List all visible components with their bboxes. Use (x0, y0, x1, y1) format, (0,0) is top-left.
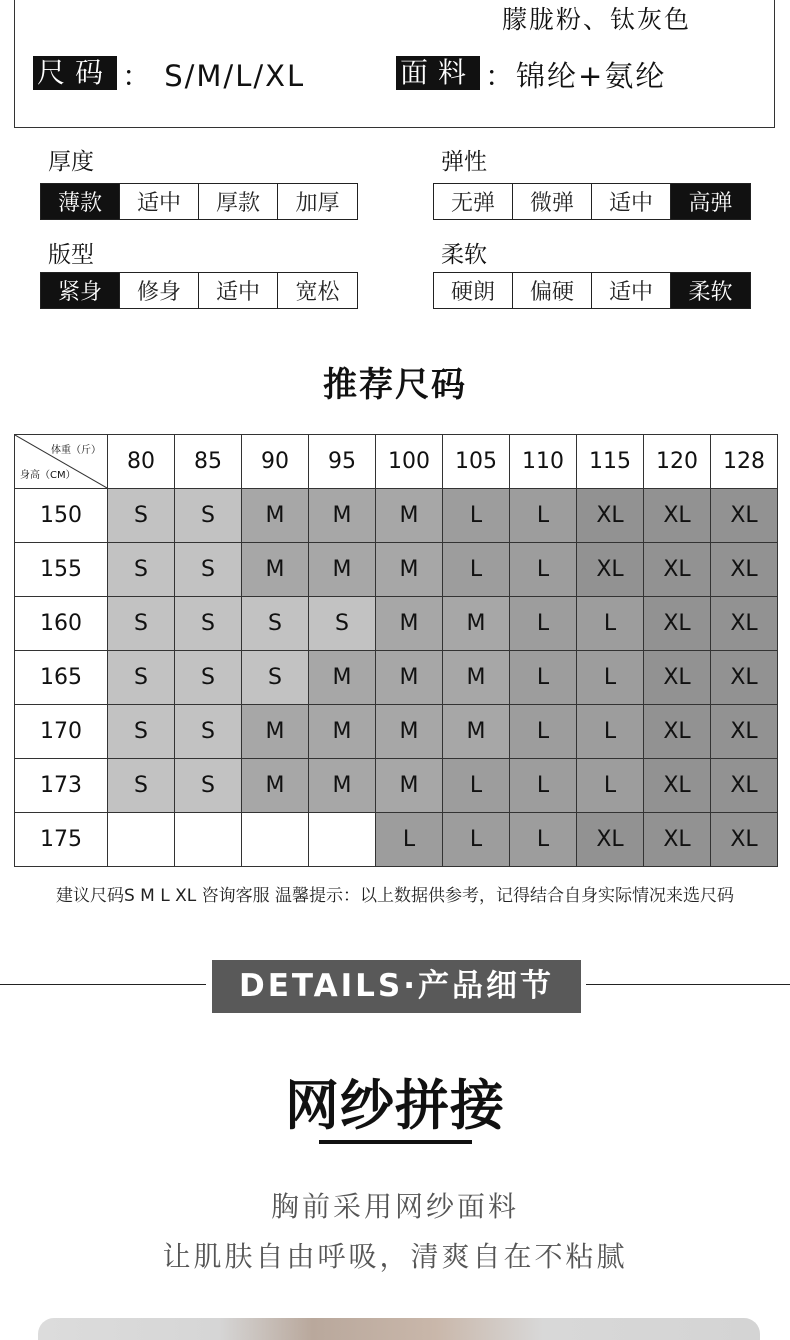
size-cell: L (510, 489, 577, 543)
size-cell: XL (711, 543, 778, 597)
size-cell: M (242, 759, 309, 813)
feature-desc-line1: 胸前采用网纱面料 (270, 1190, 519, 1223)
weight-header-cell: 110 (510, 435, 577, 489)
size-cell: S (175, 705, 242, 759)
size-cell: S (108, 489, 175, 543)
size-cell: L (443, 543, 510, 597)
size-cell: L (376, 813, 443, 867)
size-cell: L (577, 705, 644, 759)
size-cell: S (108, 651, 175, 705)
scale-option: 柔软 (671, 273, 750, 308)
size-cell: M (309, 651, 376, 705)
scale-option: 适中 (592, 273, 671, 308)
scale-option: 适中 (592, 184, 671, 219)
size-cell: M (443, 651, 510, 705)
size-cell: S (175, 597, 242, 651)
size-cell: M (242, 489, 309, 543)
scale-option: 加厚 (295, 191, 340, 216)
size-cell: XL (711, 759, 778, 813)
feature-title: 网纱拼接 (285, 1074, 505, 1137)
fit-title: 版型 (48, 242, 94, 268)
softness-scale (433, 272, 751, 309)
size-cell: M (376, 543, 443, 597)
size-cell: S (242, 597, 309, 651)
size-cell: S (175, 651, 242, 705)
feature-desc-line2: 让肌肤自由呼吸，清爽自在不粘腻 (162, 1240, 628, 1273)
weight-axis-label: 体重（斤） (51, 445, 101, 456)
table-row (15, 759, 778, 813)
table-row (15, 543, 778, 597)
size-chart-table (14, 434, 778, 867)
size-cell: S (175, 759, 242, 813)
size-cell: M (443, 705, 510, 759)
table-row (15, 813, 778, 867)
size-cell (309, 813, 376, 867)
size-cell: L (510, 597, 577, 651)
size-cell: M (376, 759, 443, 813)
size-cell: XL (577, 489, 644, 543)
size-cell: M (376, 651, 443, 705)
elasticity-scale (433, 183, 751, 220)
size-cell: L (510, 651, 577, 705)
scale-option: 厚款 (199, 184, 278, 219)
size-cell: L (510, 705, 577, 759)
size-value: ： S/M/L/XL (122, 59, 306, 93)
size-cell: XL (711, 597, 778, 651)
size-cell: XL (711, 489, 778, 543)
size-cell: XL (711, 705, 778, 759)
size-cell: XL (577, 813, 644, 867)
weight-header-cell: 128 (711, 435, 778, 489)
weight-header-cell: 80 (108, 435, 175, 489)
scale-option: 高弹 (671, 184, 750, 219)
size-cell: M (309, 705, 376, 759)
height-axis-label: 身高（CM） (20, 470, 76, 481)
size-cell: XL (644, 597, 711, 651)
size-cell: XL (644, 705, 711, 759)
height-header-cell: 173 (15, 759, 108, 813)
size-cell: XL (711, 813, 778, 867)
scale-option: 宽松 (295, 280, 340, 305)
size-cell: XL (644, 813, 711, 867)
product-photo (38, 1318, 760, 1340)
scale-option: 微弹 (513, 184, 592, 219)
fabric-label-tag: 面料 (396, 56, 480, 90)
size-cell: XL (644, 489, 711, 543)
weight-header-cell: 105 (443, 435, 510, 489)
table-row (15, 705, 778, 759)
thickness-title: 厚度 (48, 149, 94, 175)
size-cell (108, 813, 175, 867)
size-cell: XL (711, 651, 778, 705)
scale-option: 适中 (120, 184, 199, 219)
table-row (15, 597, 778, 651)
scale-option: 紧身 (41, 273, 120, 308)
scale-option: 薄款 (41, 184, 120, 219)
size-cell: M (376, 597, 443, 651)
softness-title: 柔软 (441, 242, 487, 268)
size-cell: S (175, 489, 242, 543)
colors-value: 朦胧粉、钛灰色 (502, 5, 692, 34)
size-cell: S (108, 759, 175, 813)
size-cell: L (510, 759, 577, 813)
scale-option: 硬朗 (434, 273, 513, 308)
scale-option: 偏硬 (513, 273, 592, 308)
size-cell: XL (644, 651, 711, 705)
size-cell: L (510, 543, 577, 597)
size-cell: L (443, 813, 510, 867)
size-cell (175, 813, 242, 867)
size-label-tag: 尺码 (33, 56, 117, 90)
size-cell: M (443, 597, 510, 651)
scale-option: 修身 (120, 273, 199, 308)
height-header-cell: 175 (15, 813, 108, 867)
height-header-cell: 165 (15, 651, 108, 705)
size-cell: L (577, 759, 644, 813)
size-cell: XL (577, 543, 644, 597)
size-cell: S (242, 651, 309, 705)
weight-header-cell: 115 (577, 435, 644, 489)
feature-title-underline (319, 1140, 472, 1144)
size-cell: L (577, 651, 644, 705)
size-cell: XL (644, 543, 711, 597)
size-cell: S (108, 543, 175, 597)
recommend-size-title: 推荐尺码 (323, 365, 467, 405)
weight-header-cell: 95 (309, 435, 376, 489)
size-cell: M (376, 489, 443, 543)
table-corner-header (15, 435, 108, 489)
weight-header-cell: 100 (376, 435, 443, 489)
size-cell: XL (644, 759, 711, 813)
size-cell: S (175, 543, 242, 597)
size-note: 建议尺码S M L XL 咨询客服 温馨提示：以上数据供参考，记得结合自身实际情况来选尺码 (55, 886, 735, 906)
scale-option: 适中 (199, 273, 278, 308)
size-cell (242, 813, 309, 867)
thickness-scale (40, 183, 358, 220)
size-cell: M (242, 705, 309, 759)
height-header-cell: 170 (15, 705, 108, 759)
height-header-cell: 150 (15, 489, 108, 543)
size-cell: S (108, 705, 175, 759)
table-row (15, 489, 778, 543)
weight-header-cell: 120 (644, 435, 711, 489)
size-cell: M (309, 543, 376, 597)
elasticity-title: 弹性 (441, 149, 487, 175)
size-cell: L (443, 489, 510, 543)
details-banner: DETAILS·产品细节 (212, 960, 581, 1013)
size-cell: L (510, 813, 577, 867)
divider-left (0, 984, 206, 985)
divider-right (586, 984, 790, 985)
size-cell: M (309, 759, 376, 813)
size-cell: M (376, 705, 443, 759)
size-cell: M (242, 543, 309, 597)
size-cell: S (108, 597, 175, 651)
weight-header-cell: 90 (242, 435, 309, 489)
height-header-cell: 155 (15, 543, 108, 597)
height-header-cell: 160 (15, 597, 108, 651)
fit-scale (40, 272, 358, 309)
size-cell: M (309, 489, 376, 543)
size-cell: S (309, 597, 376, 651)
size-cell: L (443, 759, 510, 813)
weight-header-cell: 85 (175, 435, 242, 489)
size-cell: L (577, 597, 644, 651)
table-row (15, 651, 778, 705)
fabric-value: ：锦纶+氨纶 (485, 59, 667, 93)
scale-option: 无弹 (434, 184, 513, 219)
